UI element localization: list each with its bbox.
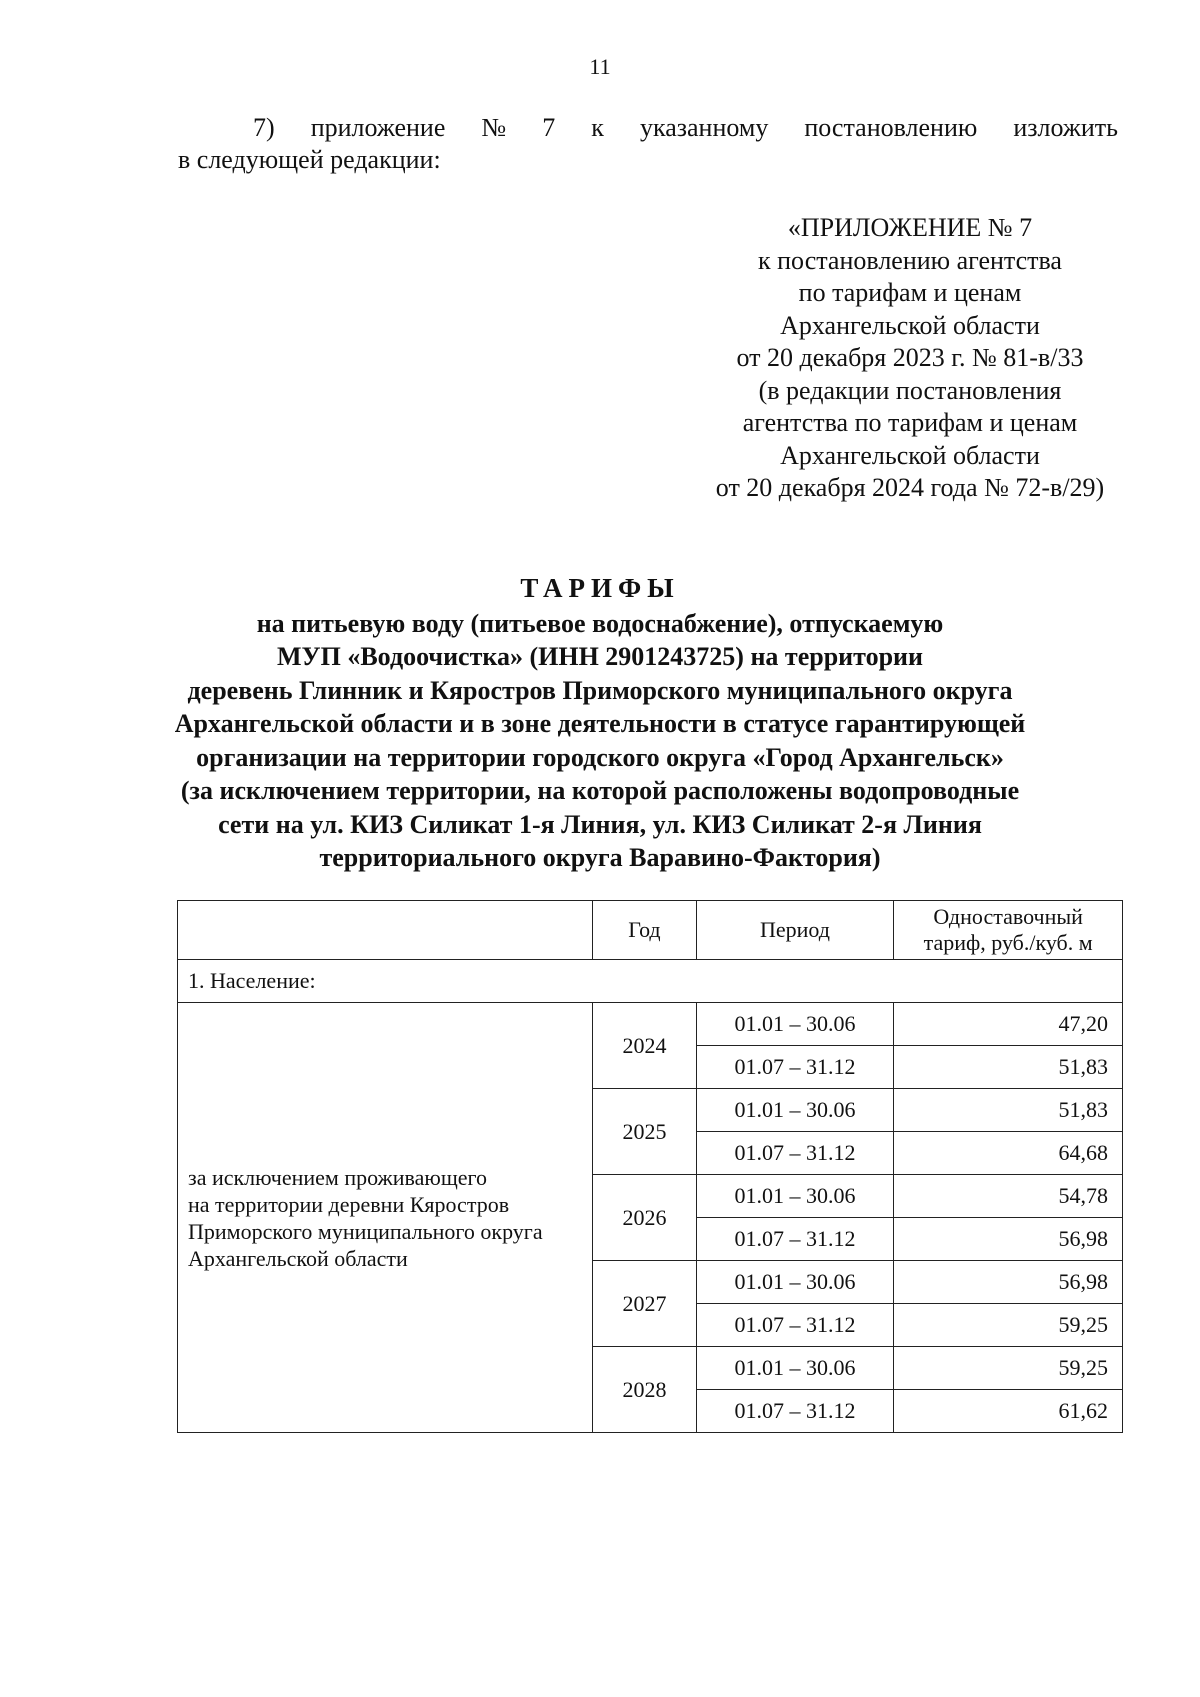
intro-word: изложить (1013, 113, 1118, 142)
period-cell: 01.01 – 30.06 (696, 1347, 894, 1390)
table-row (178, 1003, 1123, 1046)
intro-word: 7 (542, 113, 556, 142)
period-cell: 01.07 – 31.12 (696, 1304, 894, 1347)
intro-second-line: в следующей редакции: (178, 145, 441, 174)
intro-first-line (178, 112, 1118, 144)
tariff-cell: 59,25 (894, 1304, 1123, 1347)
title-line: Архангельской области и в зоне деятельности в статусе гарантирующей (174, 709, 1026, 738)
header-tariff-line: тариф, руб./куб. м (923, 930, 1093, 955)
appendix-line: по тарифам и ценам (798, 278, 1022, 307)
header-period: Период (696, 901, 894, 960)
intro-word: к (591, 113, 604, 142)
tariff-cell: 59,25 (894, 1347, 1123, 1390)
tariff-cell: 47,20 (894, 1003, 1123, 1046)
tariff-table (177, 900, 1123, 1433)
year-cell: 2028 (593, 1347, 696, 1433)
period-cell: 01.07 – 31.12 (696, 1218, 894, 1261)
intro-word: приложение (310, 113, 446, 142)
title-heading: ТАРИФЫ (520, 573, 680, 603)
period-cell: 01.01 – 30.06 (696, 1261, 894, 1304)
intro-paragraph (178, 112, 1118, 176)
header-tariff (894, 901, 1123, 960)
period-cell: 01.01 – 30.06 (696, 1003, 894, 1046)
group-label: 1. Население: (178, 960, 1123, 1003)
table-header-row (178, 901, 1123, 960)
period-cell: 01.01 – 30.06 (696, 1175, 894, 1218)
appendix-line: от 20 декабря 2024 года № 72-в/29) (715, 473, 1105, 502)
year-cell: 2026 (593, 1175, 696, 1261)
header-tariff-line: Одноставочный (933, 904, 1083, 929)
period-cell: 01.07 – 31.12 (696, 1390, 894, 1433)
appendix-line: от 20 декабря 2023 г. № 81-в/33 (736, 343, 1084, 372)
appendix-line: (в редакции постановления (758, 375, 1062, 405)
appendix-line: агентства по тарифам и ценам (742, 408, 1078, 437)
title-line: деревень Глинник и Кяростров Приморского муниципального округа (187, 675, 1013, 705)
appendix-header (640, 212, 1180, 505)
tariff-cell: 61,62 (894, 1390, 1123, 1433)
appendix-line: Архангельской области (780, 310, 1040, 340)
appendix-line: к постановлению агентства (758, 245, 1062, 275)
description-line: Приморского муниципального округа (188, 1218, 543, 1244)
document-title (0, 572, 1200, 875)
intro-word: 7) (253, 113, 275, 142)
appendix-line: «ПРИЛОЖЕНИЕ № 7 (787, 213, 1033, 242)
tariff-cell: 51,83 (894, 1089, 1123, 1132)
consumer-description (178, 1003, 593, 1433)
year-cell: 2025 (593, 1089, 696, 1175)
appendix-line: Архангельской области (780, 440, 1040, 470)
title-line: территориального округа Варавино-Фактория) (319, 843, 881, 872)
intro-word: постановлению (804, 113, 978, 142)
intro-word: № (481, 113, 507, 142)
title-line: сети на ул. КИЗ Силикат 1-я Линия, ул. КИЗ Силикат 2-я Линия (218, 809, 982, 839)
year-cell: 2024 (593, 1003, 696, 1089)
title-line: МУП «Водоочистка» (ИНН 2901243725) на территории (277, 642, 923, 671)
period-cell: 01.07 – 31.12 (696, 1046, 894, 1089)
title-line: организации на территории городского округа «Город Архангельск» (196, 742, 1004, 772)
header-desc (178, 901, 593, 960)
year-cell: 2027 (593, 1261, 696, 1347)
intro-word: указанному (639, 113, 769, 142)
tariff-cell: 56,98 (894, 1218, 1123, 1261)
description-line: Архангельской области (188, 1245, 408, 1271)
tariff-cell: 51,83 (894, 1046, 1123, 1089)
period-cell: 01.01 – 30.06 (696, 1089, 894, 1132)
title-line: (за исключением территории, на которой расположены водопроводные (180, 776, 1020, 805)
page-number: 11 (589, 54, 611, 79)
description-line: на территории деревни Кяростров (188, 1191, 510, 1217)
period-cell: 01.07 – 31.12 (696, 1132, 894, 1175)
tariff-cell: 64,68 (894, 1132, 1123, 1175)
title-line: на питьевую воду (питьевое водоснабжение), отпускаемую (256, 608, 944, 638)
tariff-cell: 56,98 (894, 1261, 1123, 1304)
header-year: Год (593, 901, 696, 960)
group-row (178, 960, 1123, 1003)
tariff-cell: 54,78 (894, 1175, 1123, 1218)
description-line: за исключением проживающего (188, 1164, 487, 1190)
